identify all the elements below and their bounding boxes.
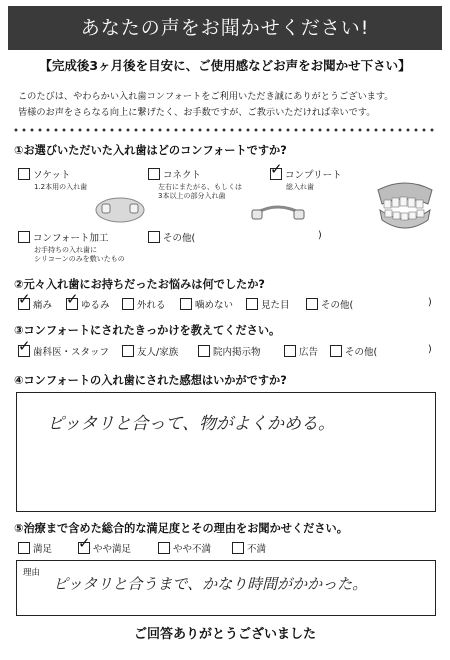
checkbox[interactable] bbox=[284, 345, 296, 357]
q1-option-complete[interactable] bbox=[270, 160, 342, 181]
q2-option-other[interactable] bbox=[306, 297, 353, 311]
intro-line-2: 皆様のお声をさらなる向上に繋げたく、お手数ですが、ご教示いただければ幸いです。 bbox=[18, 107, 376, 118]
checkbox[interactable] bbox=[158, 542, 170, 554]
q5-reason-box[interactable] bbox=[16, 560, 436, 616]
checkbox[interactable] bbox=[18, 337, 31, 357]
checkbox[interactable] bbox=[330, 345, 342, 357]
q3-option-advertisement[interactable] bbox=[284, 344, 318, 358]
q3-title: ③コンフォートにされたきっかけを教えてください。 bbox=[14, 324, 281, 337]
q3-other-close-paren: ) bbox=[428, 344, 432, 355]
reason-label: 理由 bbox=[23, 568, 41, 578]
checkbox[interactable] bbox=[18, 168, 30, 180]
q3-option-dentist-staff[interactable] bbox=[18, 337, 110, 358]
q2-option-appearance[interactable] bbox=[246, 297, 290, 311]
checkbox[interactable] bbox=[18, 231, 30, 243]
dotted-divider bbox=[12, 128, 438, 132]
checkbox[interactable] bbox=[18, 290, 31, 310]
option-label: やや満足 bbox=[93, 544, 132, 555]
option-label: その他( bbox=[321, 300, 354, 311]
q1-option-connect[interactable] bbox=[148, 167, 201, 181]
option-label: 満足 bbox=[33, 544, 53, 555]
q3-option-clinic-poster[interactable] bbox=[198, 344, 261, 358]
option-label: 院内掲示物 bbox=[213, 347, 261, 358]
q1-note-complete: 総入れ歯 bbox=[286, 183, 314, 191]
q2-option-pain[interactable] bbox=[18, 290, 53, 311]
option-label: 友人/家族 bbox=[137, 347, 179, 358]
intro-line-1: このたびは、やわらかい入れ歯コンフォートをご利用いただき誠にありがとうございます。 bbox=[18, 91, 394, 102]
q5-option-dissatisfied[interactable] bbox=[232, 541, 266, 555]
q1-title: ①お選びいただいた入れ歯はどのコンフォートですか? bbox=[14, 144, 287, 157]
survey-subheading: 【完成後3ヶ月後を目安に、ご使用感などお声をお聞かせ下さい】 bbox=[39, 58, 411, 73]
option-label: 噛めない bbox=[195, 300, 234, 311]
q1-note-processing-text: お手持ちの入れ歯に シリコーンのみを敷いたもの bbox=[34, 246, 125, 263]
option-label: やや不満 bbox=[173, 544, 212, 555]
q5-option-satisfied[interactable] bbox=[18, 541, 52, 555]
q1-note-socket: 1.2本用の入れ歯 bbox=[34, 183, 88, 191]
check-mark-icon: ✓ bbox=[66, 290, 79, 308]
checkbox[interactable] bbox=[306, 298, 318, 310]
q4-handwritten-answer: ピッタリと合って、物がよくかめる。 bbox=[47, 414, 335, 434]
q1-note-connect-text: 左右にまたがる、もしくは 3本以上の部分入れ歯 bbox=[158, 183, 242, 200]
q1-note-comfort-processing bbox=[34, 246, 125, 264]
q2-other-close-paren: ) bbox=[428, 297, 432, 308]
q5-option-somewhat-dissatisfied[interactable] bbox=[158, 541, 211, 555]
checkbox[interactable] bbox=[78, 534, 91, 554]
option-label: その他( bbox=[345, 347, 378, 358]
checkbox[interactable] bbox=[180, 298, 192, 310]
survey-title: あなたの声をお聞かせください! bbox=[80, 17, 370, 39]
checkbox[interactable] bbox=[148, 231, 160, 243]
checkbox[interactable] bbox=[122, 298, 134, 310]
partial-denture-image bbox=[92, 190, 148, 226]
check-mark-icon: ✓ bbox=[18, 290, 31, 308]
option-label: コンフォート加工 bbox=[33, 233, 109, 244]
option-label: 外れる bbox=[137, 300, 166, 311]
complete-denture-image bbox=[372, 180, 438, 232]
option-label: その他( bbox=[163, 233, 196, 244]
check-mark-icon: ✓ bbox=[78, 534, 91, 552]
checkbox[interactable] bbox=[18, 542, 30, 554]
checkbox[interactable] bbox=[66, 290, 79, 310]
q5-handwritten-reason: ピッタリと合うまで、かなり時間がかかった。 bbox=[53, 575, 368, 593]
q4-title: ④コンフォートの入れ歯にされた感想はいかがですか? bbox=[14, 374, 287, 387]
option-label: 広告 bbox=[299, 347, 319, 358]
option-label: コネクト bbox=[163, 170, 202, 181]
q5-title: ⑤治療まで含めた総合的な満足度とその理由をお聞かせください。 bbox=[14, 522, 348, 535]
q1-note-connect bbox=[158, 183, 242, 201]
checkbox[interactable] bbox=[148, 168, 160, 180]
q1-option-comfort-processing[interactable] bbox=[18, 230, 109, 244]
option-label: 不満 bbox=[247, 544, 267, 555]
option-label: ゆるみ bbox=[81, 300, 110, 311]
checkbox[interactable] bbox=[198, 345, 210, 357]
survey-banner bbox=[8, 6, 442, 50]
checkbox[interactable] bbox=[232, 542, 244, 554]
q3-option-friend-family[interactable] bbox=[122, 344, 178, 358]
q2-option-falls-out[interactable] bbox=[122, 297, 166, 311]
checkbox[interactable] bbox=[122, 345, 134, 357]
q4-answer-box[interactable] bbox=[16, 392, 436, 512]
q1-other-close-paren: ) bbox=[318, 230, 322, 241]
q2-option-loose[interactable] bbox=[66, 290, 110, 311]
option-label: ソケット bbox=[33, 170, 71, 181]
checkbox[interactable] bbox=[246, 298, 258, 310]
option-label: 歯科医・スタッフ bbox=[33, 347, 110, 358]
q2-title: ②元々入れ歯にお持ちだったお悩みは何でしたか? bbox=[14, 278, 265, 291]
option-label: 見た目 bbox=[261, 300, 290, 311]
q2-option-cannot-chew[interactable] bbox=[180, 297, 233, 311]
option-label: コンプリート bbox=[285, 170, 342, 181]
closing-message: ご回答ありがとうございました bbox=[133, 627, 316, 642]
check-mark-icon: ✓ bbox=[270, 160, 283, 178]
q3-option-other[interactable] bbox=[330, 344, 377, 358]
checkbox[interactable] bbox=[270, 160, 283, 180]
q1-option-other[interactable] bbox=[148, 230, 195, 244]
option-label: 痛み bbox=[33, 300, 53, 311]
q5-option-somewhat-satisfied[interactable] bbox=[78, 534, 132, 555]
connect-denture-image bbox=[250, 196, 306, 222]
q1-option-socket[interactable] bbox=[18, 167, 70, 181]
check-mark-icon: ✓ bbox=[18, 337, 31, 355]
